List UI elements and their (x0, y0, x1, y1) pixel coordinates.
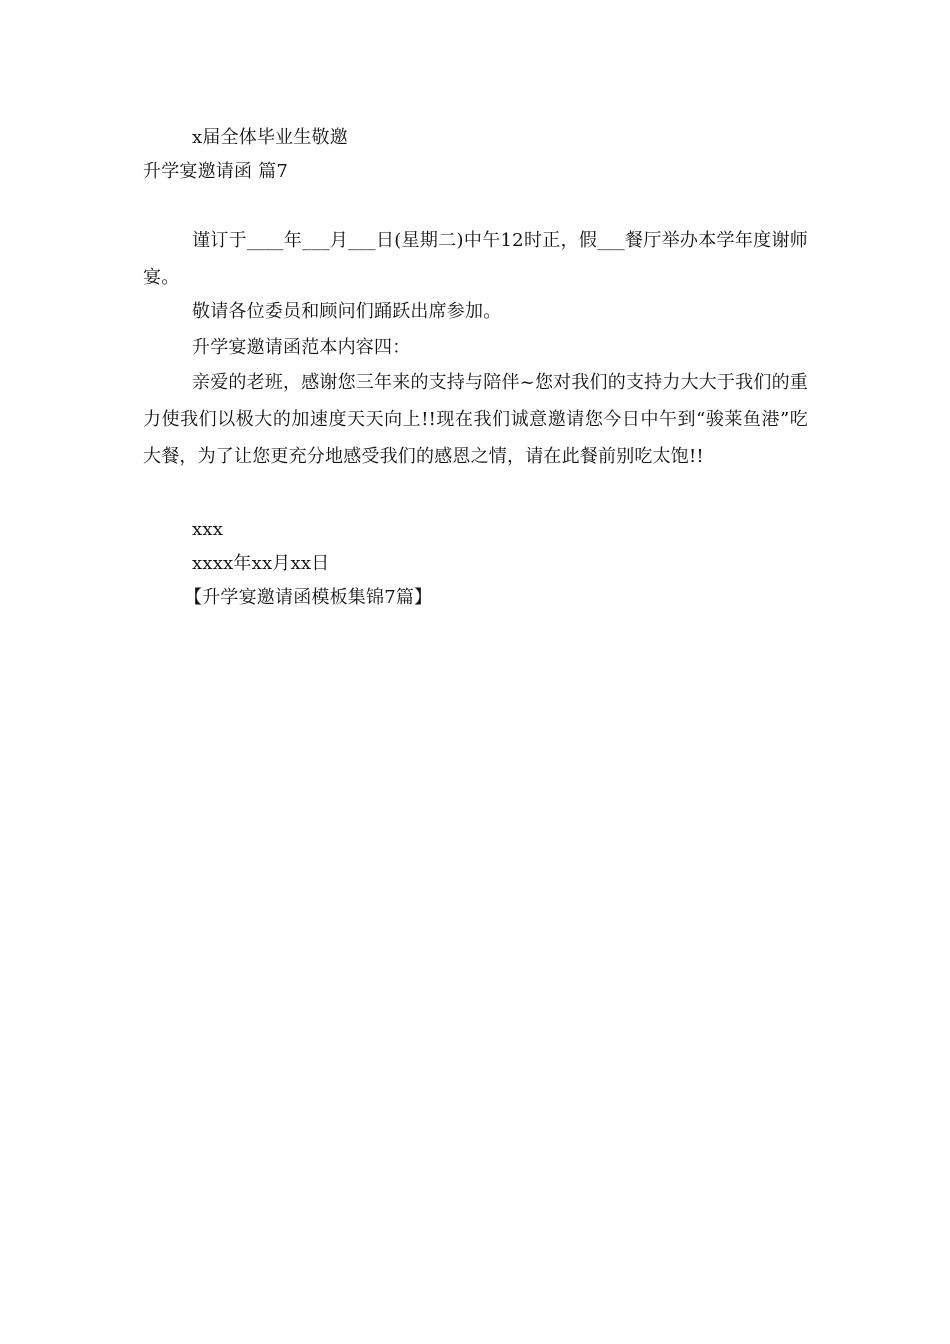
letter-date: xxxx年xx月xx日 (192, 553, 330, 574)
section-heading: 升学宴邀请函 篇7 (143, 161, 288, 182)
letter-paragraph: 亲爱的老班，感谢您三年来的支持与陪伴~您对我们的支持力大大于我们的重力使我们以极大的加速度天天向上!!现在我们诚意邀请您今日中午到“骏莱鱼港”吃大餐，为了让您更充分地感受我们的感恩之情，请在此餐前别吃太饱!! (143, 372, 808, 467)
sample-heading: 升学宴邀请函范本内容四： (192, 337, 411, 358)
signature-line: x届全体毕业生敬邀 (192, 127, 348, 148)
sender-name: xxx (192, 519, 224, 540)
invite-paragraph: 谨订于____年___月___日(星期二)中午12时正，假___餐厅举办本学年度谢师宴。 (143, 230, 808, 288)
please-attend-paragraph: 敬请各位委员和顾问们踊跃出席参加。 (192, 301, 502, 322)
footer-title: 【升学宴邀请函模板集锦7篇】 (184, 587, 433, 608)
